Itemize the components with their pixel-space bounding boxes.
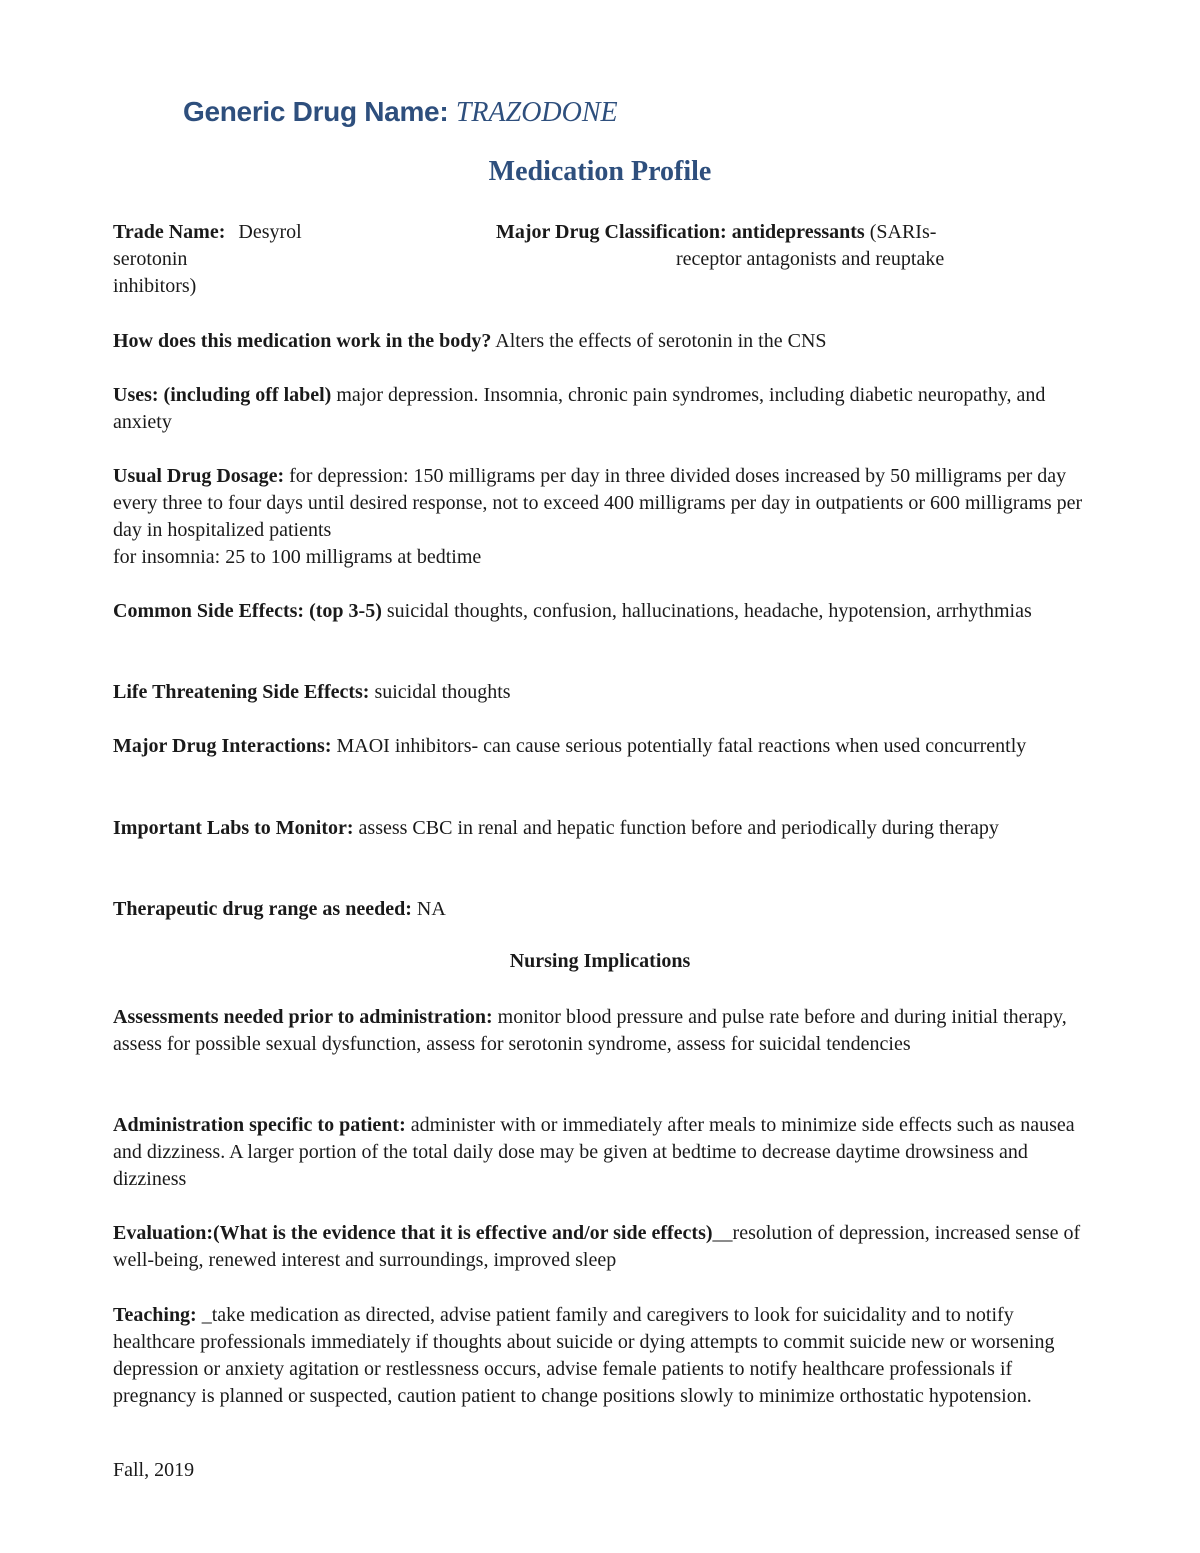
assessments-text: monitor blood pressure and pulse rate before and during initial therapy, assess for possible sexual dysfunction, assess for serotonin syndrome, assess for suicidal tendencies xyxy=(113,1006,1067,1055)
nursing-implications-heading: Nursing Implications xyxy=(509,950,691,972)
generic-drug-title xyxy=(183,96,618,129)
life-threatening-label: Life Threatening Side Effects: xyxy=(113,681,370,703)
range-section xyxy=(113,896,1093,923)
life-threatening-text: suicidal thoughts xyxy=(374,681,511,703)
mechanism-text: Alters the effects of serotonin in the CNS xyxy=(495,330,827,352)
assessments-section xyxy=(113,1004,1093,1058)
classification-line2-left: serotonin xyxy=(113,248,188,270)
labs-section xyxy=(113,815,1093,842)
dosage-text-insomnia: for insomnia: 25 to 100 milligrams at bedtime xyxy=(113,546,482,568)
trade-name-value: Desyrol xyxy=(238,221,302,243)
generic-drug-value: TRAZODONE xyxy=(455,97,618,128)
teaching-section xyxy=(113,1302,1093,1410)
classification-line2-right: receptor antagonists and reuptake xyxy=(676,248,945,270)
evaluation-section xyxy=(113,1220,1093,1274)
interactions-text: MAOI inhibitors- can cause serious potentially fatal reactions when used concurrently xyxy=(336,735,1027,757)
administration-section xyxy=(113,1112,1093,1193)
dosage-label: Usual Drug Dosage: xyxy=(113,465,285,487)
footer-term: Fall, 2019 xyxy=(113,1459,195,1481)
mechanism-section xyxy=(113,328,1093,355)
evaluation-text: __resolution of depression, increased sense of well-being, renewed interest and surroundings, improved sleep xyxy=(113,1222,1081,1271)
administration-text: administer with or immediately after meals to minimize side effects such as nausea and dizziness. A larger portion of the total daily dose may be given at bedtime to decrease daytime drowsiness and dizziness xyxy=(113,1114,1075,1190)
drug-classification xyxy=(496,219,936,246)
trade-name xyxy=(113,219,302,246)
side-effects-label: Common Side Effects: (top 3-5) xyxy=(113,600,382,622)
interactions-section xyxy=(113,733,1093,760)
dosage-section xyxy=(113,463,1093,571)
teaching-text: _take medication as directed, advise patient family and caregivers to look for suicidality and to notify healthcare professionals immediately if thoughts about suicide or dying attempts to commit suicide new or worsening depression or anxiety agitation or restlessness occurs, advise female patients to notify healthcare professionals if pregnancy is planned or suspected, caution patient to change positions slowly to minimize orthostatic hypotension. xyxy=(113,1304,1055,1407)
labs-text: assess CBC in renal and hepatic function before and periodically during therapy xyxy=(358,817,999,839)
trade-name-label: Trade Name: xyxy=(113,221,226,243)
classification-label: Major Drug Classification: xyxy=(496,221,727,243)
uses-section xyxy=(113,382,1093,436)
side-effects-text: suicidal thoughts, confusion, hallucinations, headache, hypotension, arrhythmias xyxy=(386,600,1032,622)
life-threatening-section xyxy=(113,679,1093,706)
teaching-label: Teaching: xyxy=(113,1304,197,1326)
range-label: Therapeutic drug range as needed: xyxy=(113,898,412,920)
classification-value-line1: (SARIs- xyxy=(869,221,937,243)
interactions-label: Major Drug Interactions: xyxy=(113,735,332,757)
labs-label: Important Labs to Monitor: xyxy=(113,817,354,839)
dosage-text: for depression: 150 milligrams per day in three divided doses increased by 50 milligrams per day every three to four days until desired response, not to exceed 400 milligrams per day in outpatients or 600 milligrams per day in hospitalized patients xyxy=(113,465,1083,541)
page-title: Medication Profile xyxy=(488,156,712,187)
range-text: NA xyxy=(416,898,446,920)
classification-bold-value: antidepressants xyxy=(731,221,865,243)
uses-text: major depression. Insomnia, chronic pain syndromes, including diabetic neuropathy, and anxiety xyxy=(113,384,1046,433)
assessments-label: Assessments needed prior to administration: xyxy=(113,1006,493,1028)
generic-drug-label: Generic Drug Name: xyxy=(183,96,449,127)
evaluation-label: Evaluation:(What is the evidence that it is effective and/or side effects) xyxy=(113,1222,713,1244)
classification-line3: inhibitors) xyxy=(113,275,197,297)
mechanism-label: How does this medication work in the body? xyxy=(113,330,492,352)
uses-label: Uses: (including off label) xyxy=(113,384,332,406)
administration-label: Administration specific to patient: xyxy=(113,1114,406,1136)
side-effects-section xyxy=(113,598,1093,625)
